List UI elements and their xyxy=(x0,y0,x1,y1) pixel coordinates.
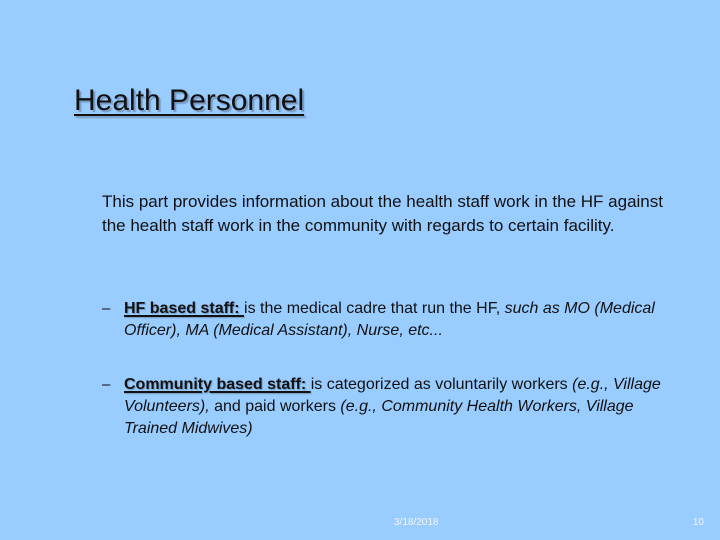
bullet-marker: – xyxy=(102,300,111,317)
bullet-text: is the medical cadre that run the HF, xyxy=(244,300,505,317)
bullet-italic-text: (e.g., Village Volunteers), xyxy=(124,376,661,415)
bullet-content xyxy=(124,298,682,342)
footer-date: 3/18/2018 xyxy=(394,517,439,528)
bullet-italic-text: such as MO (Medical Officer), MA (Medical Assistant), Nurse, etc... xyxy=(124,300,655,339)
bullet-content xyxy=(124,374,682,440)
term-community-based-staff: Community based staff: xyxy=(124,376,311,393)
bullet-marker: – xyxy=(102,376,111,393)
bullet-text-2: and paid workers xyxy=(209,398,341,415)
bullet-text: is categorized as voluntarily workers xyxy=(310,376,573,393)
bullet-italic-text-2: (e.g., Community Health Workers, Village Trained Midwives) xyxy=(124,398,634,437)
footer-page-number: 10 xyxy=(692,517,704,528)
term-hf-based-staff: HF based staff: xyxy=(124,300,245,317)
bullet-community-staff xyxy=(102,374,682,440)
intro-paragraph: This part provides information about the health staff work in the HF against the health staff work in the community with regards to certain facility. xyxy=(102,192,663,235)
bullet-hf-staff xyxy=(102,298,682,342)
slide-title: Health Personnel xyxy=(74,84,305,117)
